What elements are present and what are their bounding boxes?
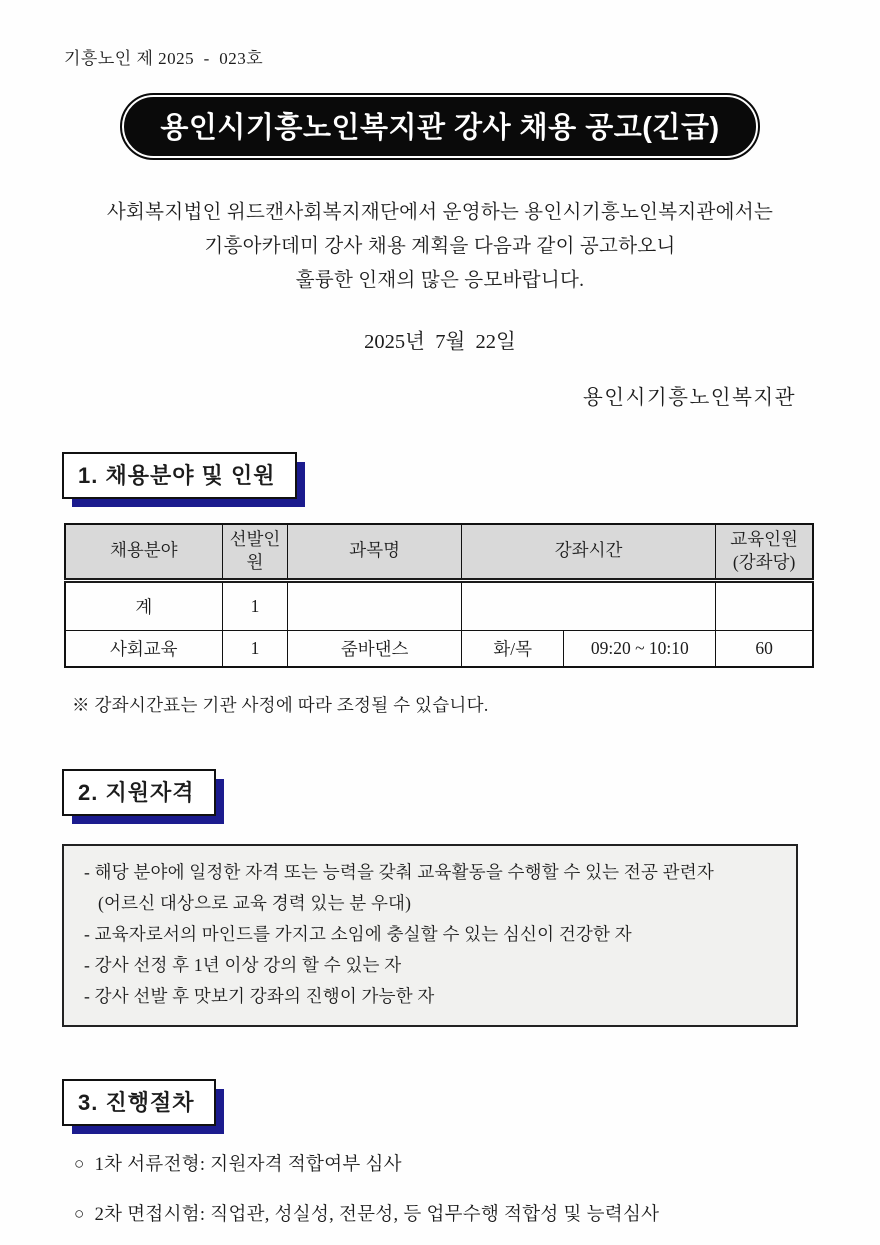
data-count: 1: [222, 630, 288, 667]
total-subject-empty: [288, 580, 462, 630]
qualification-item-continuation: (어르신 대상으로 교육 경력 있는 분 우대): [98, 893, 412, 913]
qualification-item: - 해당 분야에 일정한 자격 또는 능력을 갖춰 교육활동을 수행할 수 있는 전공 관련자: [84, 862, 714, 882]
header-trainees-line1: 교육인원: [730, 528, 798, 549]
recruitment-table: [64, 523, 814, 668]
section-3-heading: 3. 진행절차: [62, 1079, 216, 1126]
data-time: 09:20 ~ 10:10: [564, 630, 716, 667]
procedure-item-2: [74, 1200, 818, 1226]
header-subject: 과목명: [288, 524, 462, 580]
data-subject: 줌바댄스: [288, 630, 462, 667]
procedure-item-1: [74, 1150, 818, 1176]
table-note: ※ 강좌시간표는 기관 사정에 따라 조정될 수 있습니다.: [72, 695, 489, 715]
intro-line-1: 사회복지법인 위드캔사회복지재단에서 운영하는 용인시기흥노인복지관에서는: [106, 202, 774, 223]
table-total-row: [65, 580, 813, 630]
header-recruit-field: 채용분야: [65, 524, 222, 580]
header-class-time: 강좌시간: [461, 524, 715, 580]
qualifications-box: [62, 844, 798, 1027]
table-data-row: [65, 630, 813, 667]
circle-bullet-icon: ○: [74, 1154, 85, 1173]
section-1-heading: 1. 채용분야 및 인원: [62, 452, 297, 499]
total-time-empty: [461, 580, 715, 630]
procedure-item-2-text: 2차 면접시험: 직업관, 성실성, 전문성, 등 업무수행 적합성 및 능력심사: [94, 1205, 660, 1225]
circle-bullet-icon: ○: [74, 1204, 85, 1223]
intro-paragraph: [0, 196, 880, 298]
section-2-heading: 2. 지원자격: [62, 769, 216, 816]
total-count: 1: [222, 580, 288, 630]
header-trainees-line2: (강좌당): [732, 552, 796, 573]
header-trainees: [716, 524, 813, 580]
qualification-item: - 강사 선발 후 맛보기 강좌의 진행이 가능한 자: [84, 986, 435, 1006]
data-field: 사회교육: [65, 630, 222, 667]
title-row: [0, 95, 880, 158]
section-qualifications: [62, 769, 818, 1027]
procedure-item-1-text: 1차 서류전형: 지원자격 적합여부 심사: [94, 1155, 402, 1175]
notice-date: 2025년 7월 22일: [364, 331, 516, 353]
data-trainees: 60: [716, 630, 813, 667]
document-number: 기흥노인 제 2025 - 023호: [64, 49, 264, 68]
qualification-item: - 강사 선정 후 1년 이상 강의 할 수 있는 자: [84, 955, 402, 975]
intro-line-2: 기흥아카데미 강사 채용 계획을 다음과 같이 공고하오니: [204, 236, 676, 257]
header-headcount: 선발인원: [222, 524, 288, 580]
section-recruitment: [62, 452, 818, 717]
data-days: 화/목: [461, 630, 563, 667]
total-trainees-empty: [716, 580, 813, 630]
table-header-row: [65, 524, 813, 580]
section-procedure: [62, 1079, 818, 1226]
organization-name: 용인시기흥노인복지관: [582, 387, 796, 409]
notice-title: 용인시기흥노인복지관 강사 채용 공고(긴급): [122, 95, 757, 158]
qualification-item: - 교육자로서의 마인드를 가지고 소임에 충실할 수 있는 심신이 건강한 자: [84, 924, 632, 944]
intro-line-3: 훌륭한 인재의 많은 응모바랍니다.: [295, 270, 585, 291]
total-field: 계: [65, 580, 222, 630]
